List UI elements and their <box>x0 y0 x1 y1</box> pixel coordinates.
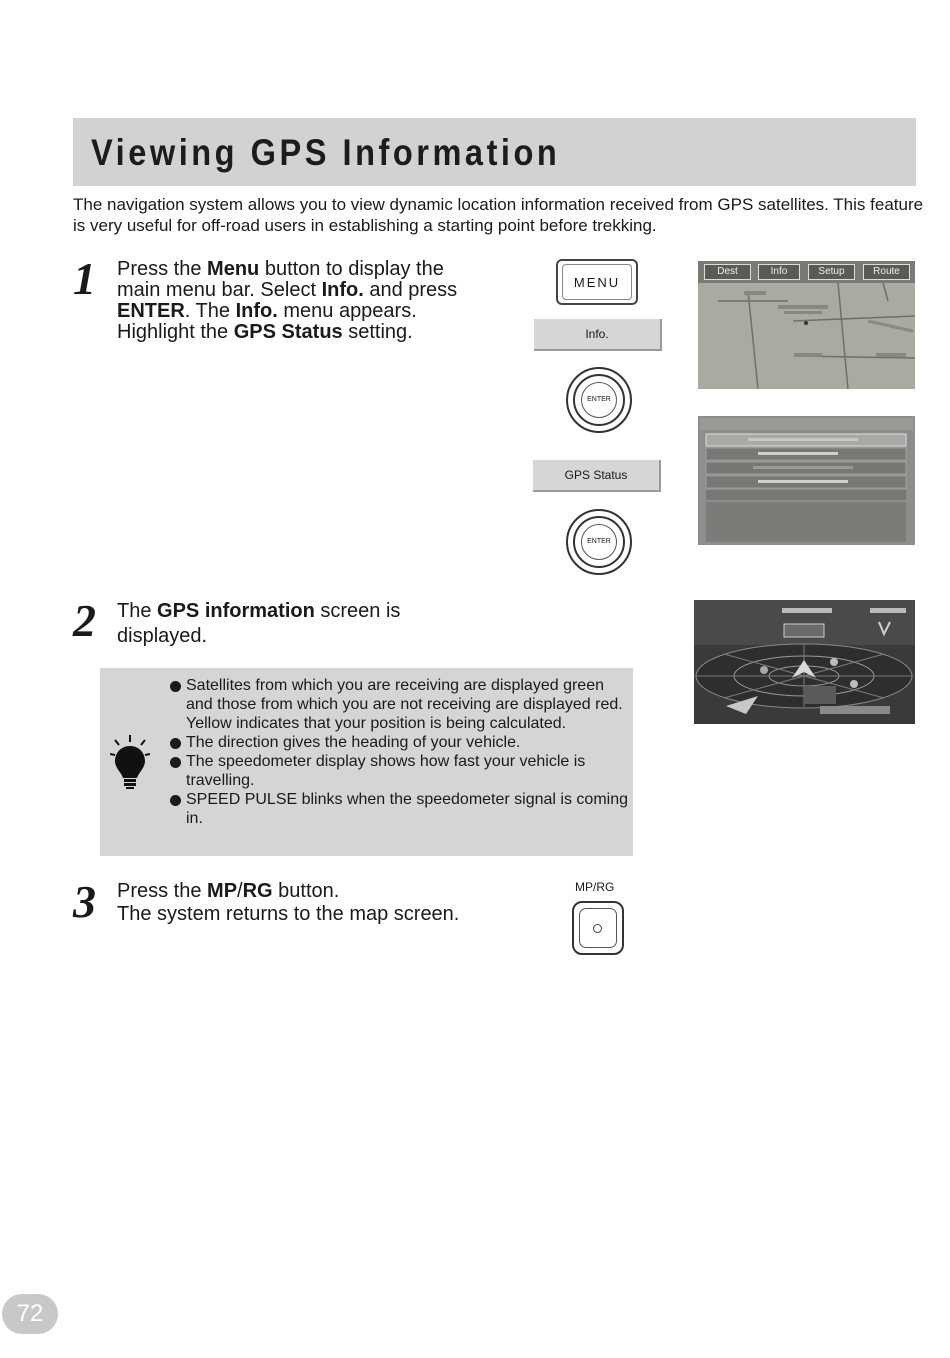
map-tab-info: Info <box>758 264 800 280</box>
info-menu-graphic <box>698 416 915 545</box>
map-tab-dest: Dest <box>704 264 751 280</box>
info-menu-item[interactable]: Info. <box>534 319 662 351</box>
step-1-number: 1 <box>73 253 96 304</box>
step-3-text: Press the MP/RG button. The system returns to the map screen. <box>117 880 460 925</box>
menu-button[interactable] <box>556 259 638 305</box>
map-tab-setup: Setup <box>808 264 855 280</box>
menu-button-label: MENU <box>573 275 621 290</box>
gps-info-graphic <box>694 600 915 724</box>
enter-knob-1-label: ENTER <box>581 382 617 418</box>
tip-box <box>100 668 633 856</box>
mp-rg-label: MP/RG <box>575 880 615 894</box>
page-title: Viewing GPS Information <box>91 132 561 173</box>
step-3-result: The system returns to the map screen. <box>117 903 460 925</box>
mp-rg-button[interactable] <box>572 901 624 955</box>
page-number: 72 <box>2 1294 58 1334</box>
title-bar <box>73 118 916 186</box>
map-screen-image <box>698 261 915 389</box>
step-2-text: The GPS information screen is displayed. <box>117 600 401 647</box>
tip-item: SPEED PULSE blinks when the speedometer signal is coming in. <box>168 790 628 828</box>
tip-item: Satellites from which you are receiving are displayed green and those from which you are not receiving are displayed red. Yellow indicates that your position is being calculated. <box>168 676 628 733</box>
step-1-text: Press the Menu button to display the main menu bar. Select Info. and press ENTER. The Info. menu appears. Highlight the GPS Status setting. <box>117 258 458 343</box>
tip-item: The speedometer display shows how fast your vehicle is travelling. <box>168 752 628 790</box>
enter-knob-1[interactable] <box>566 367 632 433</box>
map-screen-graphic <box>698 261 915 389</box>
intro-paragraph: The navigation system allows you to view dynamic location information received from GPS satellites. This feature is very useful for off-road users in establishing a starting point before trekking. <box>73 195 924 235</box>
tip-item: The direction gives the heading of your vehicle. <box>168 733 628 752</box>
enter-knob-2[interactable] <box>566 509 632 575</box>
gps-info-screen-image <box>694 600 915 724</box>
info-menu-screen-image <box>698 416 915 545</box>
tip-list <box>168 676 628 828</box>
enter-knob-2-label: ENTER <box>581 524 617 560</box>
step-3-number: 3 <box>73 876 96 927</box>
step-2-number: 2 <box>73 595 96 646</box>
lightbulb-icon <box>110 734 150 790</box>
gps-status-menu-item[interactable]: GPS Status <box>533 460 661 492</box>
map-tab-route: Route <box>863 264 910 280</box>
